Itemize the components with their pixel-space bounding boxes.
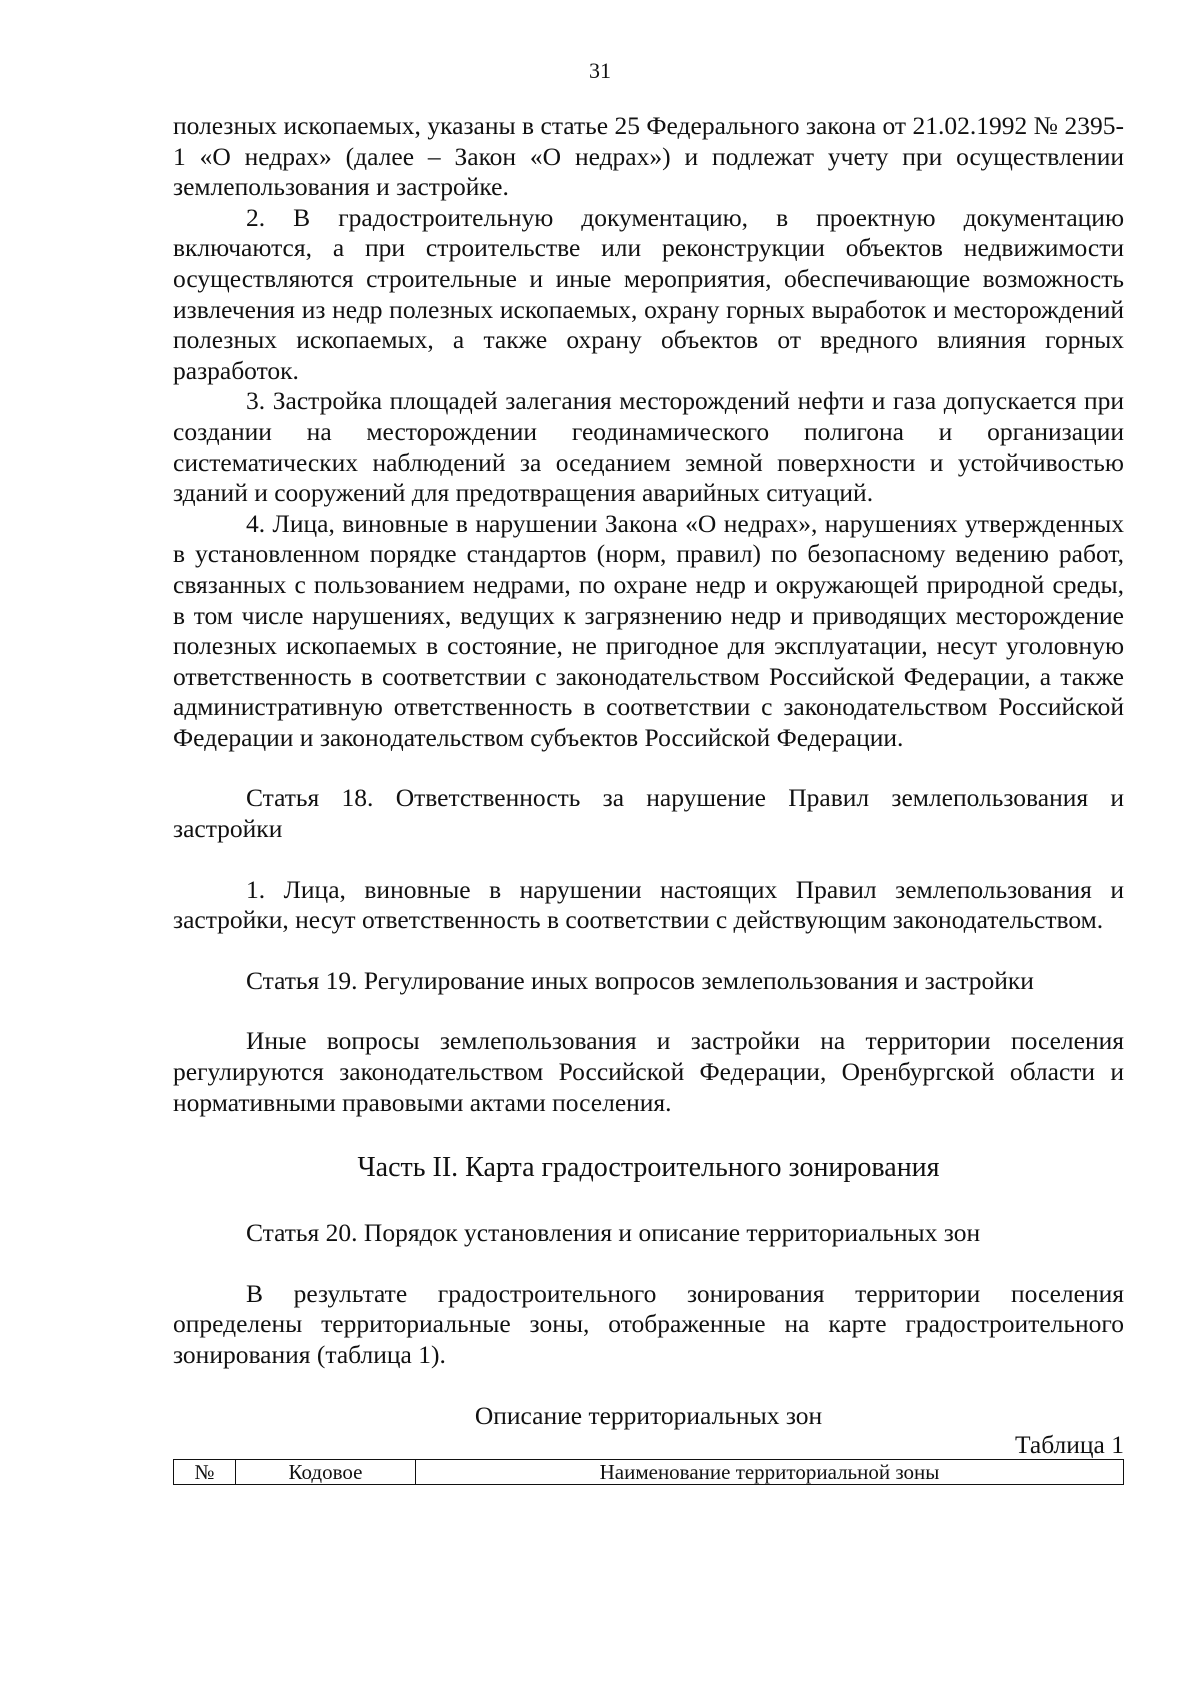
document-body	[173, 111, 1124, 1485]
paragraph-item-3: 3. Застройка площадей залегания месторождений нефти и газа допускается при создании на месторождении геодинамического полигона и организации систематических наблюдений за оседанием земной поверхности и устойчивостью зданий и сооружений для предотвращения аварийных ситуаций.	[173, 386, 1124, 508]
paragraph-continuation: полезных ископаемых, указаны в статье 25 Федерального закона от 21.02.1992 № 2395-1 «О недрах» (далее – Закон «О недрах») и подлежат учету при осуществлении землепользования и застройке.	[173, 111, 1124, 202]
header-code: Кодовое	[236, 1460, 416, 1485]
page-number: 31	[589, 58, 611, 83]
article-18-title: Статья 18. Ответственность за нарушение Правил землепользования и застройки	[173, 783, 1124, 844]
paragraph-item-4: 4. Лица, виновные в нарушении Закона «О недрах», нарушениях утвержденных в установленном порядке стандартов (норм, правил) по безопасному ведению работ, связанных с пользованием недрами, по охране недр и окружающей природной среды, в том числе нарушениях, ведущих к загрязнению недр и приводящих месторождение полезных ископаемых в состояние, не пригодное для эксплуатации, несут уголовную ответственность в соответствии с законодательством Российской Федерации, а также административную ответственность в соответствии с законодательством Российской Федерации и законодательством субъектов Российской Федерации.	[173, 508, 1124, 752]
article-20-paragraph: В результате градостроительного зонирования территории поселения определены территориальные зоны, отображенные на карте градостроительного зонирования (таблица 1).	[173, 1278, 1124, 1369]
article-19-title: Статья 19. Регулирование иных вопросов землепользования и застройки	[246, 965, 1034, 995]
article-18-paragraph: 1. Лица, виновные в нарушении настоящих Правил землепользования и застройки, несут ответственность в соответствии с действующим законодательством.	[173, 874, 1124, 935]
table-header-row	[174, 1460, 1124, 1485]
article-19-paragraph: Иные вопросы землепользования и застройки на территории поселения регулируются законодательством Российской Федерации, Оренбургской области и нормативными правовыми актами поселения.	[173, 1026, 1124, 1117]
paragraph-item-2: 2. В градостроительную документацию, в проектную документацию включаются, а при строительстве или реконструкции объектов недвижимости осуществляются строительные и иные мероприятия, обеспечивающие возможность извлечения из недр полезных ископаемых, охрану горных выработок и месторождений полезных ископаемых, а также охрану объектов от вредного влияния горных разработок.	[173, 202, 1124, 385]
header-number: №	[174, 1460, 236, 1485]
table-label: Таблица 1	[1014, 1430, 1124, 1460]
part-2-title: Часть II. Карта градостроительного зонирования	[357, 1152, 940, 1184]
article-20-title: Статья 20. Порядок установления и описание территориальных зон	[246, 1218, 981, 1248]
table-caption: Описание территориальных зон	[474, 1400, 823, 1430]
zones-table	[173, 1459, 1124, 1485]
header-zone-name: Наименование территориальной зоны	[416, 1460, 1124, 1485]
